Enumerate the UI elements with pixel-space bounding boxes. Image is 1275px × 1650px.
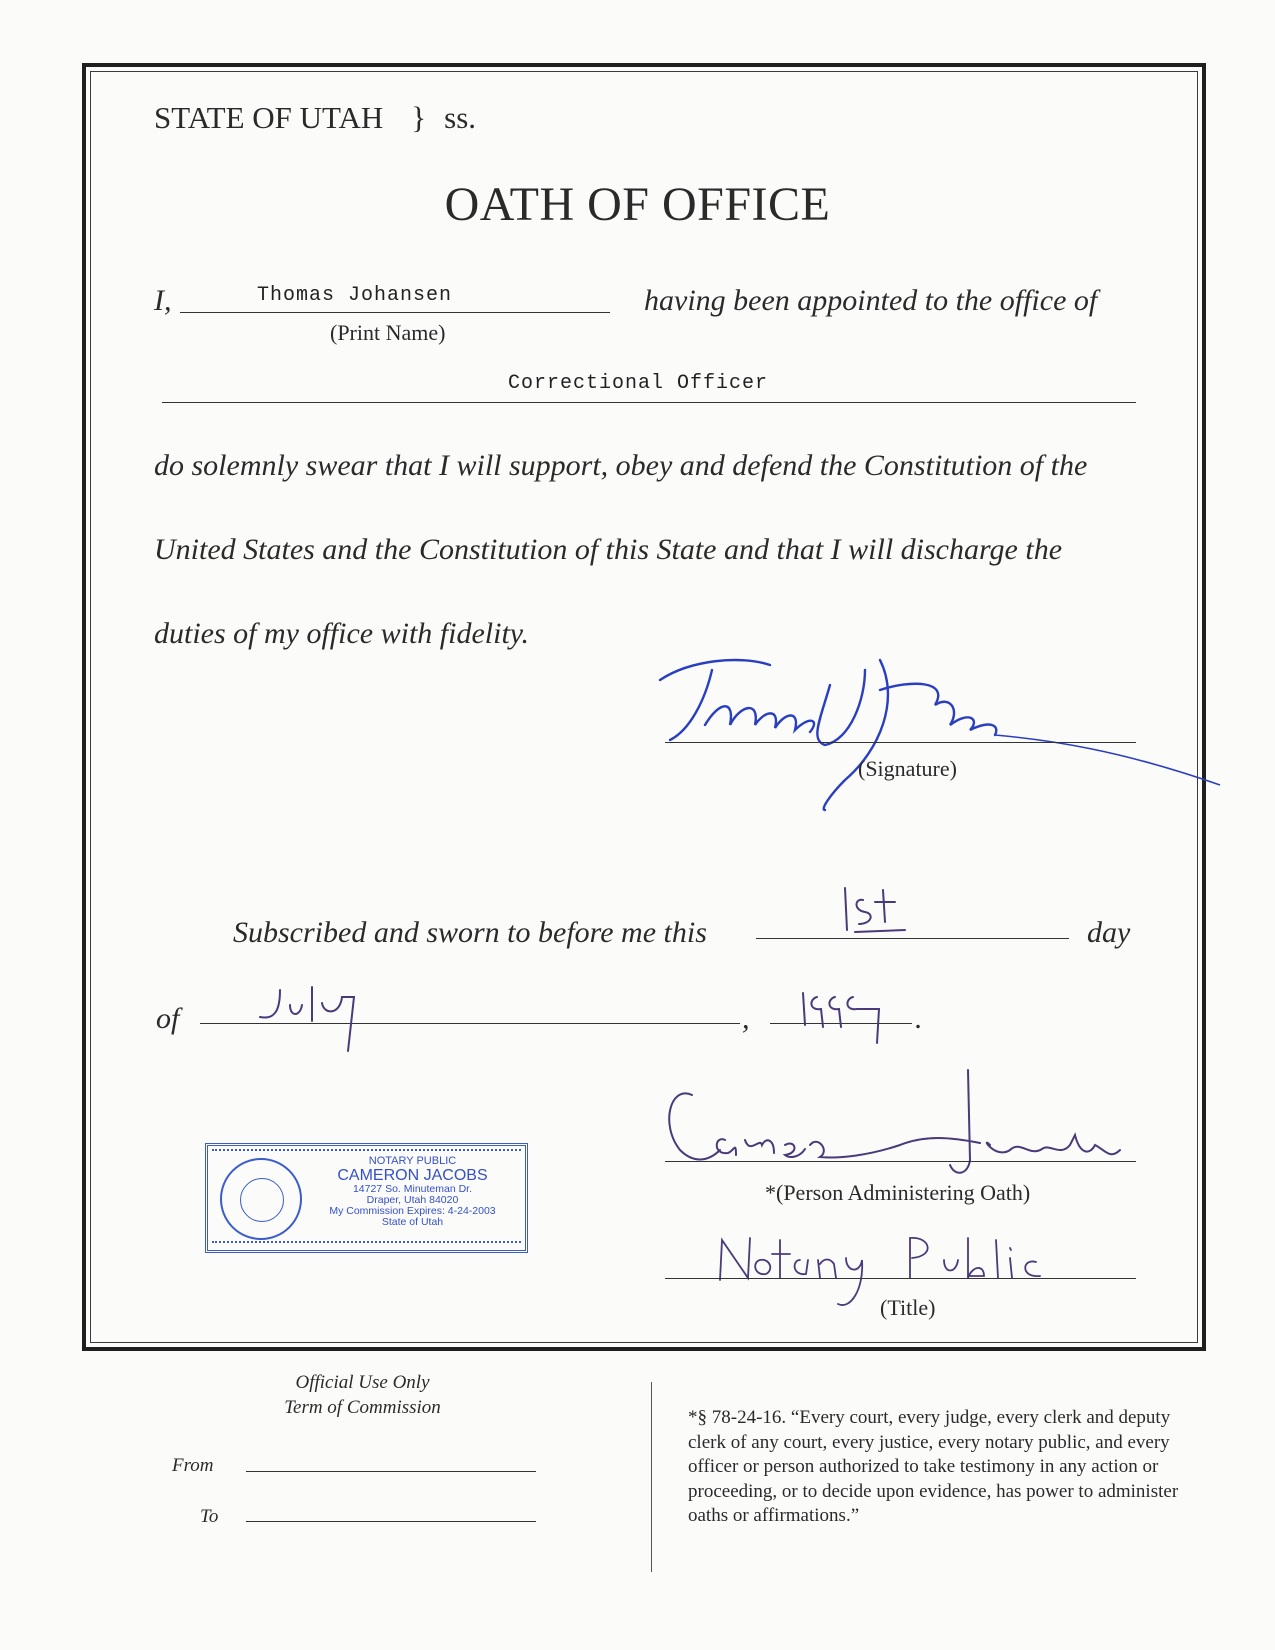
state-name: STATE OF UTAH (154, 100, 384, 135)
document-title: OATH OF OFFICE (444, 178, 831, 231)
to-line (246, 1521, 536, 1522)
i-prefix: I, (154, 284, 172, 317)
administrator-signature-line (665, 1161, 1136, 1162)
year-handwriting (795, 985, 915, 1045)
term-of-commission-label: Term of Commission (284, 1397, 441, 1418)
appointed-text: having been appointed to the office of (644, 284, 1098, 317)
year-period: . (915, 1002, 923, 1035)
name-value: Thomas Johansen (257, 284, 453, 307)
statute-note: *§ 78-24-16. “Every court, every judge, every clerk and deputy clerk of any court, every justice, every notary public, and every officer or person authorized to take testimony in any action or proceeding, or to decide upon evidence, has power to administer oaths or affirmations.” (688, 1407, 1179, 1526)
notary-stamp (205, 1143, 528, 1253)
signature-line (665, 742, 1136, 743)
oath-paragraph-line-2: United States and the Constitution of this State and that I will discharge the (154, 533, 1063, 566)
from-label: From (172, 1455, 214, 1476)
stamp-notary-public: NOTARY PUBLIC (368, 1155, 457, 1167)
office-value: Correctional Officer (508, 372, 769, 395)
office-line (162, 402, 1136, 403)
brace-symbol: } (411, 100, 427, 135)
footer-divider (651, 1382, 652, 1572)
stamp-text (308, 1156, 517, 1228)
ss-abbrev: ss. (444, 100, 477, 135)
month-handwriting (250, 985, 370, 1055)
to-label: To (200, 1506, 219, 1527)
print-name-label: (Print Name) (330, 320, 446, 345)
administrator-label: *(Person Administering Oath) (765, 1180, 1031, 1205)
administrator-signature (650, 1065, 1150, 1195)
day-label: day (1087, 916, 1131, 949)
signature-label: (Signature) (858, 756, 957, 781)
subscribed-text: Subscribed and sworn to before me this (233, 916, 707, 949)
stamp-state: State of Utah (381, 1216, 444, 1229)
stamp-commission: My Commission Expires: 4-24-2003 (329, 1205, 496, 1218)
stamp-name: CAMERON JACOBS (337, 1166, 488, 1184)
month-comma: , (742, 1002, 750, 1035)
stamp-border-bottom (212, 1241, 521, 1247)
official-use-label: Official Use Only (295, 1372, 430, 1393)
oath-paragraph-line-3: duties of my office with fidelity. (154, 617, 529, 650)
title-label: (Title) (880, 1295, 936, 1320)
state-heading (154, 100, 476, 136)
oath-signature (650, 640, 1230, 820)
oath-paragraph-line-1: do solemnly swear that I will support, obey and defend the Constitution of the (154, 449, 1088, 482)
day-handwriting (835, 880, 915, 940)
stamp-border-top (212, 1149, 521, 1155)
stamp-address-1: 14727 So. Minuteman Dr. (352, 1183, 473, 1196)
stamp-address-2: Draper, Utah 84020 (366, 1194, 459, 1207)
name-line (180, 312, 610, 313)
from-line (246, 1471, 536, 1472)
title-line (665, 1278, 1136, 1279)
state-seal-icon (220, 1158, 302, 1240)
of-label: of (156, 1002, 180, 1035)
